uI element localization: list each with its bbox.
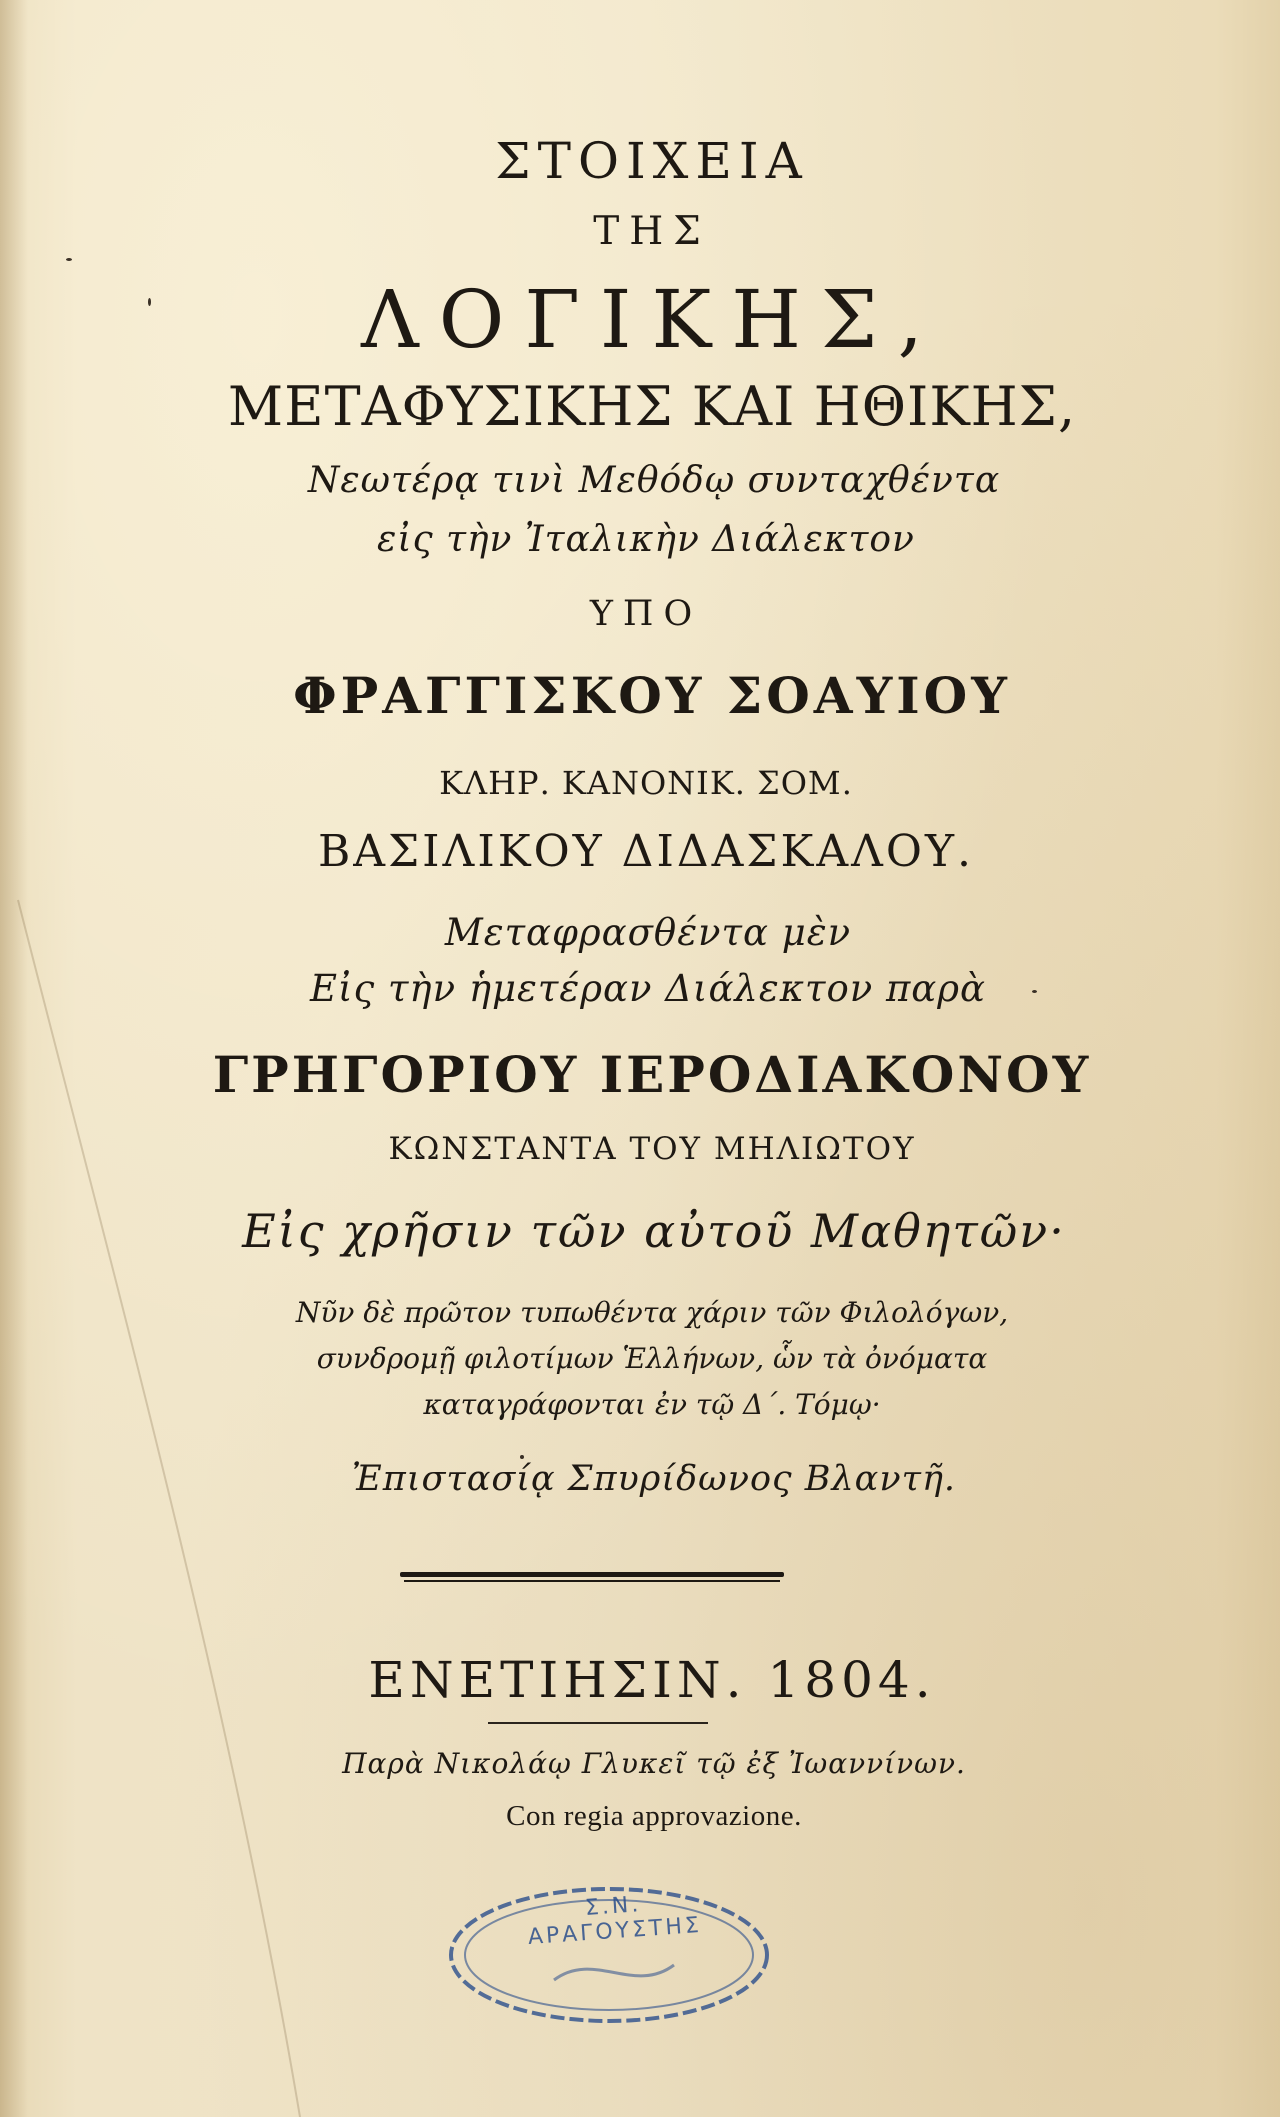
ink-speck xyxy=(66,258,72,261)
title-line-of: ΤΗΣ xyxy=(593,209,711,254)
title-line-logic: ΛΟΓΙΚΗΣ, xyxy=(361,273,943,366)
printing-note-line-1: Νῦν δὲ πρῶτον τυπωθέντα χάριν τῶν Φιλολόγων, xyxy=(295,1296,1009,1329)
printing-note-line-3: καταγράφονται ἐν τῷ Δ΄. Τόμῳ· xyxy=(423,1388,881,1421)
subtitle-line-method: Νεωτέρᾳ τινὶ Μεθόδῳ συνταχθέντα xyxy=(307,460,1001,501)
translated-into-line: Εἰς τὴν ἡμετέραν Διάλεκτον παρὰ xyxy=(309,967,987,1010)
subtitle-line-italian: εἰς τὴν Ἰταλικὴν Διάλεκτον xyxy=(377,519,915,560)
printer-line: Παρὰ Νικολάῳ Γλυκεῖ τῷ ἐξ Ἰωαννίνων. xyxy=(342,1747,966,1780)
title-line-metaphysics-ethics: ΜΕΤΑΦΥΣΙΚΗΣ ΚΑΙ ΗΘΙΚΗΣ, xyxy=(227,375,1077,438)
by-line: ΥΠΟ xyxy=(589,594,703,634)
editor-line: Ἐπιστασίᾳ Σπυρίδωνος Βλαντῆ. xyxy=(351,1459,957,1499)
approval-line: Con regia approvazione. xyxy=(506,1800,802,1832)
place-year: ΕΝΕΤΙΗΣΙΝ. 1804. xyxy=(368,1651,936,1709)
ink-speck xyxy=(520,1455,524,1459)
ink-speck xyxy=(1032,990,1037,993)
imprint-rule xyxy=(488,1722,708,1724)
stamp-text: Σ.Ν. ΑΡΑΓΟΥΣΤΗΣ xyxy=(527,1892,703,1951)
author-name: ΦΡΑΓΓΙΣΚΟΥ ΣΟΑΥΙΟΥ xyxy=(293,666,1011,725)
ornamental-rule xyxy=(400,1572,784,1584)
translated-line: Μεταφρασθέντα μὲν xyxy=(444,911,852,954)
author-credential: ΚΛΗΡ. ΚΑΝΟΝΙΚ. ΣΟΜ. xyxy=(439,764,853,802)
author-title: ΒΑΣΙΛΙΚΟΥ ΔΙΔΑΣΚΑΛΟΥ. xyxy=(317,826,975,877)
library-stamp xyxy=(444,1880,774,2030)
purpose-line: Εἰς χρῆσιν τῶν αὐτοῦ Μαθητῶν· xyxy=(242,1204,1066,1258)
rule-thick xyxy=(400,1572,784,1577)
rule-thin xyxy=(404,1580,780,1582)
translator-origin: ΚΩΝΣΤΑΝΤΑ ΤΟΥ ΜΗΛΙΩΤΟΥ xyxy=(388,1131,916,1167)
ink-speck xyxy=(148,298,151,306)
title-line-elements: ΣΤΟΙΧΕΙΑ xyxy=(495,132,809,190)
printing-note-line-2: συνδρομῇ φιλοτίμων Ἑλλήνων, ὧν τὰ ὀνόματα xyxy=(316,1342,988,1375)
translator-name: ΓΡΗΓΟΡΙΟΥ ΙΕΡΟΔΙΑΚΟΝΟΥ xyxy=(212,1045,1092,1104)
